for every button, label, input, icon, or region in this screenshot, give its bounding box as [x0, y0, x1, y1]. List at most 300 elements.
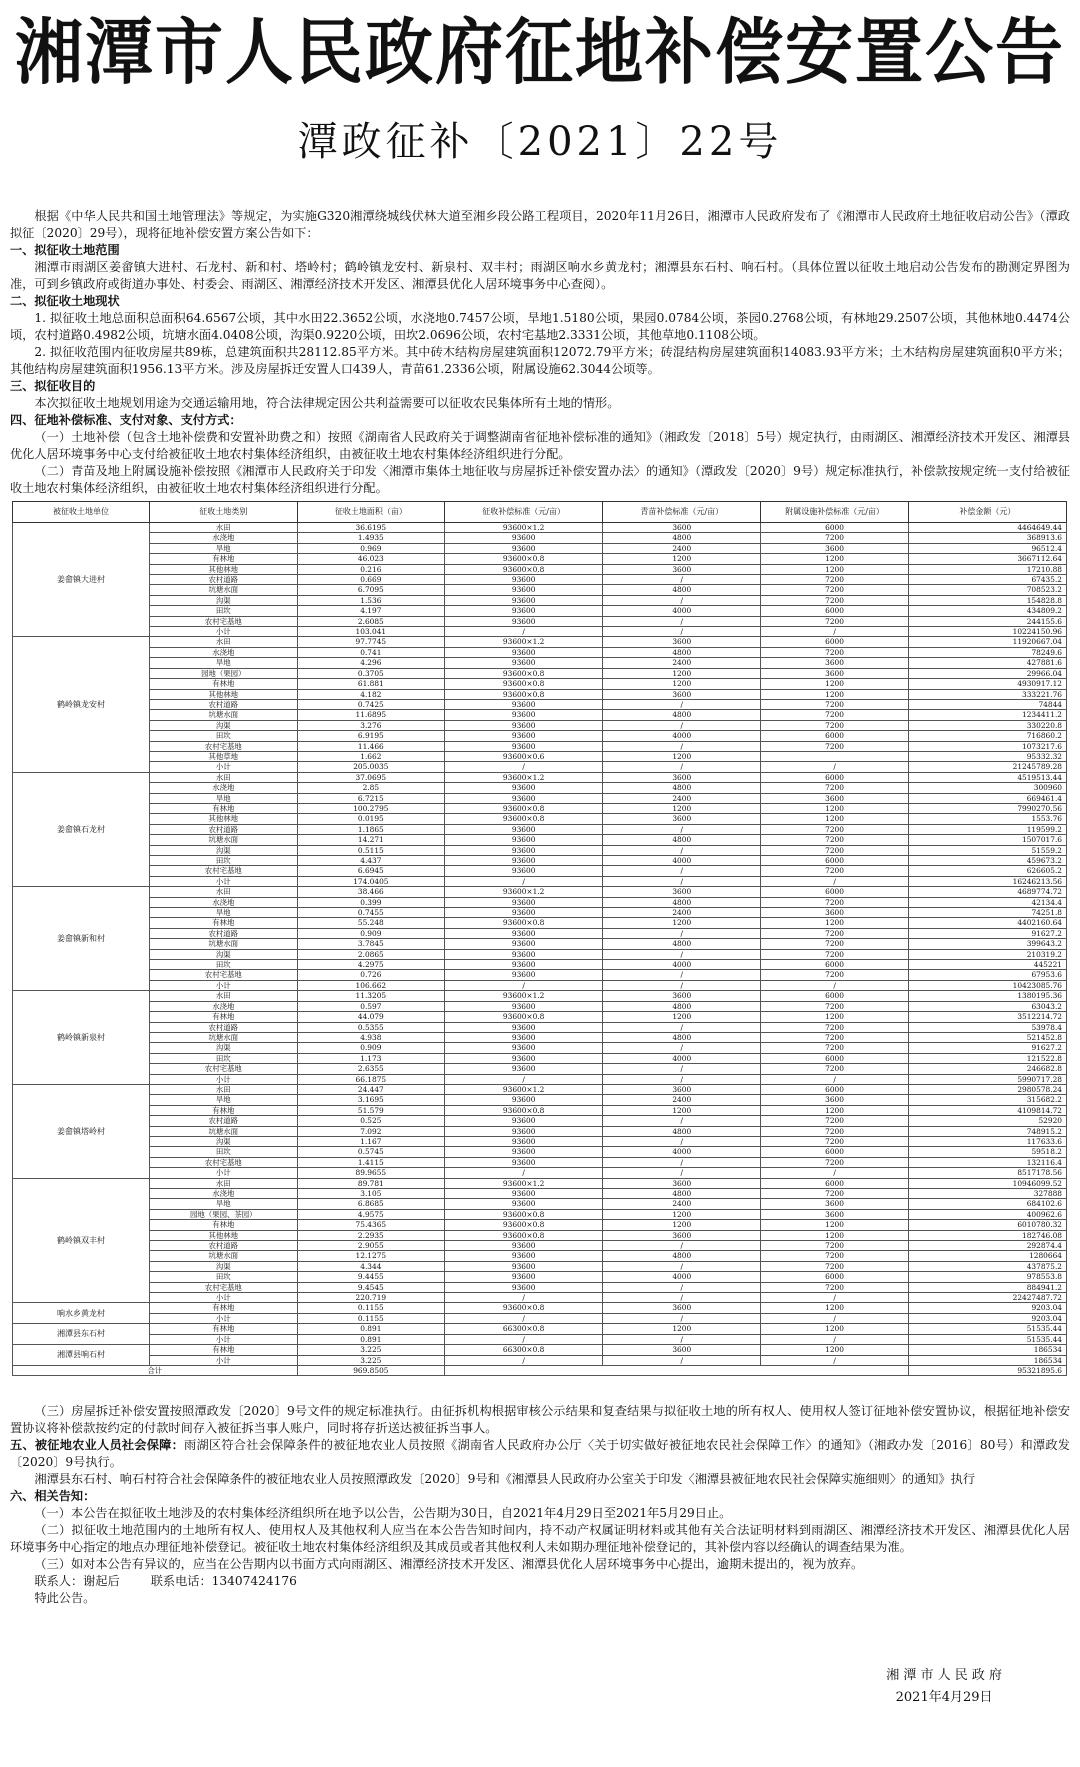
cell-land-standard: 93600×0.6 — [445, 751, 603, 761]
cell-facility-standard: 7200 — [761, 939, 909, 949]
cell-area: 2.9055 — [297, 1241, 445, 1251]
table-row — [13, 689, 1067, 699]
cell-facility-standard: 7200 — [761, 1064, 909, 1074]
cell-crop-standard: 4800 — [603, 647, 761, 657]
cell-facility-standard: 7200 — [761, 710, 909, 720]
cell-crop-standard: 4000 — [603, 1053, 761, 1063]
table-body — [13, 523, 1067, 1376]
section-6-text-3: （三）如对本公告有异议的，应当在公告期内以书面方式向雨湖区、湘潭经济技术开发区、湘潭县优化人居环境事务中心提出，逾期未提出的，视为放弃。 — [34, 1557, 864, 1571]
cell-land-standard: 66300×0.8 — [445, 1324, 603, 1334]
cell-facility-standard: / — [761, 1168, 909, 1178]
cell-crop-standard: / — [603, 1043, 761, 1053]
cell-land-standard: 66300×0.8 — [445, 1345, 603, 1355]
header-area: 征收土地面积（亩） — [297, 502, 445, 523]
cell-area: 66.1875 — [297, 1074, 445, 1084]
cell-area: 61.881 — [297, 679, 445, 689]
cell-facility-standard: 6000 — [761, 1147, 909, 1157]
cell-amount: 52920 — [908, 1116, 1066, 1126]
cell-amount: 7990270.56 — [908, 803, 1066, 813]
table-row — [13, 949, 1067, 959]
cell-land-type: 小计 — [150, 1168, 298, 1178]
cell-crop-standard: / — [603, 1064, 761, 1074]
cell-facility-standard: 7200 — [761, 866, 909, 876]
cell-area: 103.041 — [297, 627, 445, 637]
cell-crop-standard: 3600 — [603, 814, 761, 824]
cell-amount: 63043.2 — [908, 1001, 1066, 1011]
cell-area: 97.7745 — [297, 637, 445, 647]
cell-crop-standard: 1200 — [603, 554, 761, 564]
cell-land-type: 小计 — [150, 1074, 298, 1084]
cell-land-type: 田坎 — [150, 856, 298, 866]
cell-land-standard: 93600 — [445, 658, 603, 668]
cell-amount: 51535.44 — [908, 1334, 1066, 1344]
cell-land-standard: 93600×0.8 — [445, 1105, 603, 1115]
cell-land-standard: / — [445, 1334, 603, 1344]
cell-area: 0.891 — [297, 1334, 445, 1344]
section-1-heading: 一、拟征收土地范围 — [10, 243, 120, 257]
cell-facility-standard: 3600 — [761, 543, 909, 553]
table-row — [13, 970, 1067, 980]
cell-area: 89.781 — [297, 1178, 445, 1188]
cell-amount: 459673.2 — [908, 856, 1066, 866]
cell-amount: 368913.6 — [908, 533, 1066, 543]
cell-facility-standard: 3600 — [761, 668, 909, 678]
header-unit: 被征收土地单位 — [13, 502, 150, 523]
table-row — [13, 606, 1067, 616]
cell-land-standard: 93600 — [445, 1199, 603, 1209]
cell-amount: 1280664 — [908, 1251, 1066, 1261]
cell-land-type: 农村道路 — [150, 575, 298, 585]
cell-land-type: 其他林地 — [150, 1230, 298, 1240]
table-row — [13, 866, 1067, 876]
cell-crop-standard: 2400 — [603, 793, 761, 803]
cell-land-type: 水田 — [150, 1178, 298, 1188]
cell-land-standard: 93600×0.8 — [445, 1220, 603, 1230]
cell-crop-standard: 1200 — [603, 1209, 761, 1219]
table-row — [13, 1189, 1067, 1199]
cell-amount: 1507017.6 — [908, 835, 1066, 845]
cell-area: 0.669 — [297, 575, 445, 585]
cell-crop-standard: 4000 — [603, 1147, 761, 1157]
cell-facility-standard: / — [761, 1334, 909, 1344]
section-3-heading: 三、拟征收目的 — [10, 379, 96, 393]
table-row — [13, 1209, 1067, 1219]
cell-land-type: 田坎 — [150, 1272, 298, 1282]
cell-crop-standard: 3600 — [603, 1178, 761, 1188]
cell-land-standard: 93600×1.2 — [445, 887, 603, 897]
cell-amount: 5990717.28 — [908, 1074, 1066, 1084]
cell-facility-standard: 7200 — [761, 595, 909, 605]
cell-land-type: 小计 — [150, 762, 298, 772]
cell-area: 7.092 — [297, 1126, 445, 1136]
cell-crop-standard: 4800 — [603, 533, 761, 543]
cell-land-standard: / — [445, 1293, 603, 1303]
cell-area: 1.1865 — [297, 824, 445, 834]
cell-facility-standard: 7200 — [761, 1126, 909, 1136]
cell-amount: 6010780.32 — [908, 1220, 1066, 1230]
header-facility-standard: 附属设施补偿标准（元/亩） — [761, 502, 909, 523]
cell-facility-standard: 7200 — [761, 1032, 909, 1042]
cell-area: 0.0195 — [297, 814, 445, 824]
cell-amount: 333221.76 — [908, 689, 1066, 699]
cell-land-standard: 93600 — [445, 616, 603, 626]
cell-land-standard: / — [445, 1074, 603, 1084]
cell-land-standard: 93600 — [445, 939, 603, 949]
cell-crop-standard: 4800 — [603, 710, 761, 720]
cell-facility-standard: 6000 — [761, 887, 909, 897]
section-5-text: 湘潭县东石村、响石村符合社会保障条件的被征地农业人员按照潭政发〔2020〕9号和《湘潭县人民政府办公室关于印发〈湘潭县被征地农民社会保障实施细则〉的通知》执行 — [34, 1472, 976, 1486]
cell-facility-standard: 7200 — [761, 835, 909, 845]
cell-amount: 2980578.24 — [908, 1084, 1066, 1094]
cell-facility-standard: 7200 — [761, 1251, 909, 1261]
cell-area: 4.938 — [297, 1032, 445, 1042]
cell-land-type: 有林地 — [150, 1345, 298, 1355]
cell-amount: 400962.6 — [908, 1209, 1066, 1219]
cell-facility-standard: / — [761, 762, 909, 772]
cell-amount: 300960 — [908, 783, 1066, 793]
cell-facility-standard: 1200 — [761, 1012, 909, 1022]
cell-crop-standard: / — [603, 970, 761, 980]
cell-amount: 91627.2 — [908, 1043, 1066, 1053]
cell-crop-standard: / — [603, 866, 761, 876]
cell-land-standard: 93600×0.8 — [445, 1012, 603, 1022]
cell-land-standard: 93600 — [445, 908, 603, 918]
table-row — [13, 668, 1067, 678]
cell-crop-standard: 1200 — [603, 918, 761, 928]
cell-facility-standard: 6000 — [761, 637, 909, 647]
cell-land-standard: 93600 — [445, 1032, 603, 1042]
cell-facility-standard: 6000 — [761, 1053, 909, 1063]
cell-area: 0.7425 — [297, 699, 445, 709]
cell-area: 0.7455 — [297, 908, 445, 918]
cell-land-type: 农村宅基地 — [150, 616, 298, 626]
cell-amount: 11920667.04 — [908, 637, 1066, 647]
table-row — [13, 1220, 1067, 1230]
issue-date: 2021年4月29日 — [895, 1690, 993, 1705]
cell-land-type: 小计 — [150, 627, 298, 637]
cell-land-type: 园地（果园、茶园） — [150, 1209, 298, 1219]
cell-land-standard: 93600 — [445, 1147, 603, 1157]
table-row — [13, 928, 1067, 938]
cell-amount: 1073217.6 — [908, 741, 1066, 751]
cell-land-standard: / — [445, 1313, 603, 1323]
cell-land-standard: 93600 — [445, 533, 603, 543]
cell-amount: 3667112.64 — [908, 554, 1066, 564]
table-row — [13, 918, 1067, 928]
table-row — [13, 533, 1067, 543]
cell-land-type: 有林地 — [150, 1303, 298, 1313]
cell-area: 0.1155 — [297, 1313, 445, 1323]
cell-land-type: 农村宅基地 — [150, 1282, 298, 1292]
header-land-standard: 征收补偿标准（元/亩） — [445, 502, 603, 523]
cell-amount: 4519513.44 — [908, 772, 1066, 782]
cell-amount: 17210.88 — [908, 564, 1066, 574]
cell-crop-standard: 4800 — [603, 897, 761, 907]
cell-land-standard: / — [445, 876, 603, 886]
cell-crop-standard: / — [603, 928, 761, 938]
cell-crop-standard: / — [603, 1074, 761, 1084]
cell-facility-standard: / — [761, 1074, 909, 1084]
cell-crop-standard: / — [603, 1157, 761, 1167]
notice-body — [10, 208, 1070, 1380]
cell-land-type: 沟渠 — [150, 845, 298, 855]
cell-facility-standard: 7200 — [761, 720, 909, 730]
cell-land-type: 有林地 — [150, 554, 298, 564]
cell-amount: 684102.6 — [908, 1199, 1066, 1209]
cell-amount: 4464649.44 — [908, 523, 1066, 533]
section-4-text-2: （二）青苗及地上附属设施补偿按照《湘潭市人民政府关于印发〈湘潭市集体土地征收与房屋拆迁补偿安置办法〉的通知》（潭政发〔2020〕9号）规定标准执行，补偿款按规定统一支付给被征收土地农村集体经济组织，由被征收土地农村集体经济组织进行分配。 — [10, 464, 1070, 495]
cell-land-type: 旱地 — [150, 793, 298, 803]
cell-crop-standard: / — [603, 741, 761, 751]
cell-facility-standard: 7200 — [761, 616, 909, 626]
cell-facility-standard: 7200 — [761, 949, 909, 959]
table-row — [13, 647, 1067, 657]
cell-crop-standard: 3600 — [603, 564, 761, 574]
table-header-row — [13, 502, 1067, 523]
cell-facility-standard: 1200 — [761, 1230, 909, 1240]
total-area: 969.8505 — [297, 1365, 445, 1375]
cell-land-type: 有林地 — [150, 679, 298, 689]
cell-land-type: 其他林地 — [150, 814, 298, 824]
cell-land-type: 田坎 — [150, 606, 298, 616]
cell-land-standard: 93600 — [445, 1001, 603, 1011]
cell-facility-standard: 6000 — [761, 731, 909, 741]
cell-area: 106.662 — [297, 980, 445, 990]
cell-land-standard: 93600 — [445, 1116, 603, 1126]
cell-crop-standard: / — [603, 1241, 761, 1251]
cell-land-standard: 93600 — [445, 1053, 603, 1063]
table-row — [13, 1001, 1067, 1011]
cell-amount: 51559.2 — [908, 845, 1066, 855]
header-land-type: 征收土地类别 — [150, 502, 298, 523]
cell-area: 12.1275 — [297, 1251, 445, 1261]
cell-facility-standard: 3600 — [761, 1095, 909, 1105]
cell-amount: 186534 — [908, 1355, 1066, 1365]
cell-facility-standard: / — [761, 980, 909, 990]
cell-land-standard: 93600 — [445, 1282, 603, 1292]
cell-land-type: 农村道路 — [150, 1022, 298, 1032]
table-row — [13, 1355, 1067, 1365]
cell-facility-standard: 6000 — [761, 523, 909, 533]
cell-amount: 182746.08 — [908, 1230, 1066, 1240]
cell-amount: 21245789.28 — [908, 762, 1066, 772]
cell-land-standard: 93600 — [445, 1272, 603, 1282]
cell-land-standard: 93600 — [445, 606, 603, 616]
cell-area: 0.969 — [297, 543, 445, 553]
cell-land-standard: 93600 — [445, 949, 603, 959]
table-row — [13, 1032, 1067, 1042]
table-row — [13, 564, 1067, 574]
cell-crop-standard: / — [603, 1334, 761, 1344]
cell-crop-standard: / — [603, 575, 761, 585]
cell-facility-standard: 7200 — [761, 897, 909, 907]
document-number: 潭政征补〔2021〕22号 — [297, 119, 783, 165]
cell-land-type: 农村宅基地 — [150, 741, 298, 751]
cell-area: 0.3705 — [297, 668, 445, 678]
section-6-text-2: （二）拟征收土地范围内的土地所有权人、使用权人及其他权利人应当在本公告告知时间内，持不动产权属证明材料或其他有关合法证明材料到雨湖区、湘潭经济技术开发区、湘潭县优化人居环境事务中心指定的地点办理征地补偿登记。被征收土地农村集体经济组织及其成员或者其他权利人未如期办理征地补偿登记的，其补偿内容以经确认的调查结果为准。 — [10, 1523, 1070, 1554]
cell-land-standard: / — [445, 762, 603, 772]
cell-land-standard: 93600 — [445, 1064, 603, 1074]
cell-land-type: 有林地 — [150, 1012, 298, 1022]
cell-land-type: 坑塘水面 — [150, 1032, 298, 1042]
cell-crop-standard: / — [603, 1282, 761, 1292]
cell-land-standard: 93600 — [445, 1261, 603, 1271]
table-row — [13, 1261, 1067, 1271]
table-row — [13, 856, 1067, 866]
cell-land-standard: 93600 — [445, 1043, 603, 1053]
cell-crop-standard: / — [603, 720, 761, 730]
cell-area: 51.579 — [297, 1105, 445, 1115]
cell-land-type: 农村道路 — [150, 1116, 298, 1126]
table-row — [13, 627, 1067, 637]
cell-crop-standard: / — [603, 1293, 761, 1303]
cell-facility-standard: 7200 — [761, 1043, 909, 1053]
table-row — [13, 762, 1067, 772]
table-row — [13, 803, 1067, 813]
cell-amount: 117633.6 — [908, 1136, 1066, 1146]
cell-land-type: 旱地 — [150, 1199, 298, 1209]
cell-amount: 445221 — [908, 960, 1066, 970]
table-row — [13, 731, 1067, 741]
cell-land-standard: 93600 — [445, 928, 603, 938]
cell-facility-standard: 7200 — [761, 699, 909, 709]
cell-crop-standard: 1200 — [603, 1105, 761, 1115]
cell-area: 2.85 — [297, 783, 445, 793]
cell-facility-standard: 1200 — [761, 554, 909, 564]
cell-amount: 10946099.52 — [908, 1178, 1066, 1188]
cell-land-type: 沟渠 — [150, 1261, 298, 1271]
cell-land-type: 水田 — [150, 772, 298, 782]
cell-area: 36.6195 — [297, 523, 445, 533]
cell-land-standard: 93600×1.2 — [445, 772, 603, 782]
cell-area: 0.891 — [297, 1324, 445, 1334]
cell-area: 3.225 — [297, 1345, 445, 1355]
table-row — [13, 772, 1067, 782]
section-3-text: 本次拟征收土地规划用途为交通运输用地，符合法律规定因公共利益需要可以征收农民集体所有土地的情形。 — [34, 396, 620, 410]
cell-crop-standard: / — [603, 762, 761, 772]
cell-land-type: 农村宅基地 — [150, 866, 298, 876]
cell-facility-standard: 6000 — [761, 772, 909, 782]
cell-crop-standard: 4800 — [603, 783, 761, 793]
cell-land-type: 田坎 — [150, 960, 298, 970]
cell-unit: 姜畲镇石龙村 — [13, 772, 150, 886]
cell-amount: 132116.4 — [908, 1157, 1066, 1167]
cell-unit: 鹤岭镇龙安村 — [13, 637, 150, 772]
cell-land-type: 沟渠 — [150, 1043, 298, 1053]
cell-area: 4.2975 — [297, 960, 445, 970]
cell-crop-standard: / — [603, 980, 761, 990]
section-4-heading: 四、征地补偿标准、支付对象、支付方式： — [10, 413, 242, 427]
cell-land-type: 农村道路 — [150, 699, 298, 709]
cell-amount: 521452.8 — [908, 1032, 1066, 1042]
section-4-text-1: （一）土地补偿（包含土地补偿费和安置补助费之和）按照《湖南省人民政府关于调整湖南省征地补偿标准的通知》（湘政发〔2018〕5号）规定执行，由雨湖区、湘潭经济技术开发区、湘潭县优化人居环境事务中心支付给被征收土地农村集体经济组织，由被征收土地农村集体经济组织进行分配。 — [10, 430, 1070, 461]
cell-land-standard: 93600 — [445, 647, 603, 657]
cell-crop-standard: 4800 — [603, 1251, 761, 1261]
cell-facility-standard: / — [761, 1293, 909, 1303]
cell-land-standard: 93600 — [445, 1022, 603, 1032]
cell-facility-standard: 7200 — [761, 1136, 909, 1146]
cell-land-standard: 93600 — [445, 731, 603, 741]
cell-area: 0.726 — [297, 970, 445, 980]
table-row — [13, 710, 1067, 720]
cell-unit: 姜畲镇新和村 — [13, 887, 150, 991]
table-row — [13, 897, 1067, 907]
cell-amount: 78249.6 — [908, 647, 1066, 657]
cell-crop-standard: 1200 — [603, 751, 761, 761]
cell-land-type: 田坎 — [150, 1147, 298, 1157]
cell-land-type: 水浇地 — [150, 897, 298, 907]
cell-area: 0.399 — [297, 897, 445, 907]
cell-land-standard: 93600 — [445, 720, 603, 730]
cell-crop-standard: 4800 — [603, 1001, 761, 1011]
cell-crop-standard: / — [603, 616, 761, 626]
cell-land-type: 沟渠 — [150, 1136, 298, 1146]
table-row — [13, 887, 1067, 897]
cell-unit: 鹤岭镇双丰村 — [13, 1178, 150, 1303]
cell-facility-standard: 1200 — [761, 564, 909, 574]
cell-facility-standard: 7200 — [761, 1189, 909, 1199]
cell-area: 4.344 — [297, 1261, 445, 1271]
cell-area: 0.1155 — [297, 1303, 445, 1313]
cell-crop-standard: 3600 — [603, 1084, 761, 1094]
cell-amount: 716860.2 — [908, 731, 1066, 741]
cell-land-type: 坑塘水面 — [150, 1251, 298, 1261]
cell-amount: 4402160.64 — [908, 918, 1066, 928]
cell-crop-standard: 4800 — [603, 585, 761, 595]
table-row — [13, 1095, 1067, 1105]
cell-crop-standard: 4000 — [603, 960, 761, 970]
contact-phone: 联系电话：13407424176 — [150, 1574, 297, 1588]
cell-area: 3.105 — [297, 1189, 445, 1199]
cell-crop-standard: 2400 — [603, 1199, 761, 1209]
table-row — [13, 595, 1067, 605]
cell-facility-standard: 1200 — [761, 1105, 909, 1115]
cell-crop-standard: 4000 — [603, 731, 761, 741]
cell-land-standard: / — [445, 1355, 603, 1365]
cell-land-type: 水田 — [150, 887, 298, 897]
section-5-inline-text: 雨湖区符合社会保障条件的被征地农业人员按照《湖南省人民政府办公厅〈关于切实做好被征地农民社会保障工作〉的通知》（湘政办发〔2016〕80号）和潭政发〔2020〕9号执行。 — [10, 1438, 1070, 1469]
cell-area: 1.4115 — [297, 1157, 445, 1167]
cell-land-standard: 93600 — [445, 793, 603, 803]
cell-amount: 95332.32 — [908, 751, 1066, 761]
cell-facility-standard: 6000 — [761, 1272, 909, 1282]
section-2-text-2: 2. 拟征收范围内征收房屋共89栋，总建筑面积共28112.85平方米。其中砖木结构房屋建筑面积12072.79平方米；砖混结构房屋建筑面积14083.93平方米；土木结构房屋建筑面积0平方米；其他结构房屋建筑面积1956.13平方米。涉及房屋拆迁安置人口439人，青苗61.2336公顷，附属设施62.3044公顷等。 — [10, 345, 1070, 376]
table-row — [13, 1043, 1067, 1053]
cell-facility-standard: 7200 — [761, 741, 909, 751]
table-row — [13, 1022, 1067, 1032]
table-row — [13, 835, 1067, 845]
cell-land-standard: 93600×1.2 — [445, 523, 603, 533]
table-row — [13, 679, 1067, 689]
cell-land-type: 沟渠 — [150, 595, 298, 605]
cell-area: 3.1695 — [297, 1095, 445, 1105]
cell-area: 38.466 — [297, 887, 445, 897]
table-row — [13, 1313, 1067, 1323]
table-row — [13, 699, 1067, 709]
cell-crop-standard: / — [603, 1168, 761, 1178]
notice-title: 湘潭市人民政府征地补偿安置公告 — [14, 12, 1065, 95]
cell-area: 1.173 — [297, 1053, 445, 1063]
cell-land-type: 有林地 — [150, 1324, 298, 1334]
table-row — [13, 939, 1067, 949]
cell-area: 0.909 — [297, 928, 445, 938]
cell-land-type: 水田 — [150, 637, 298, 647]
cell-facility-standard: 1200 — [761, 1324, 909, 1334]
cell-area: 0.5355 — [297, 1022, 445, 1032]
cell-land-standard: 93600×0.8 — [445, 1209, 603, 1219]
cell-land-type: 沟渠 — [150, 949, 298, 959]
cell-land-standard: 93600×1.2 — [445, 1178, 603, 1188]
